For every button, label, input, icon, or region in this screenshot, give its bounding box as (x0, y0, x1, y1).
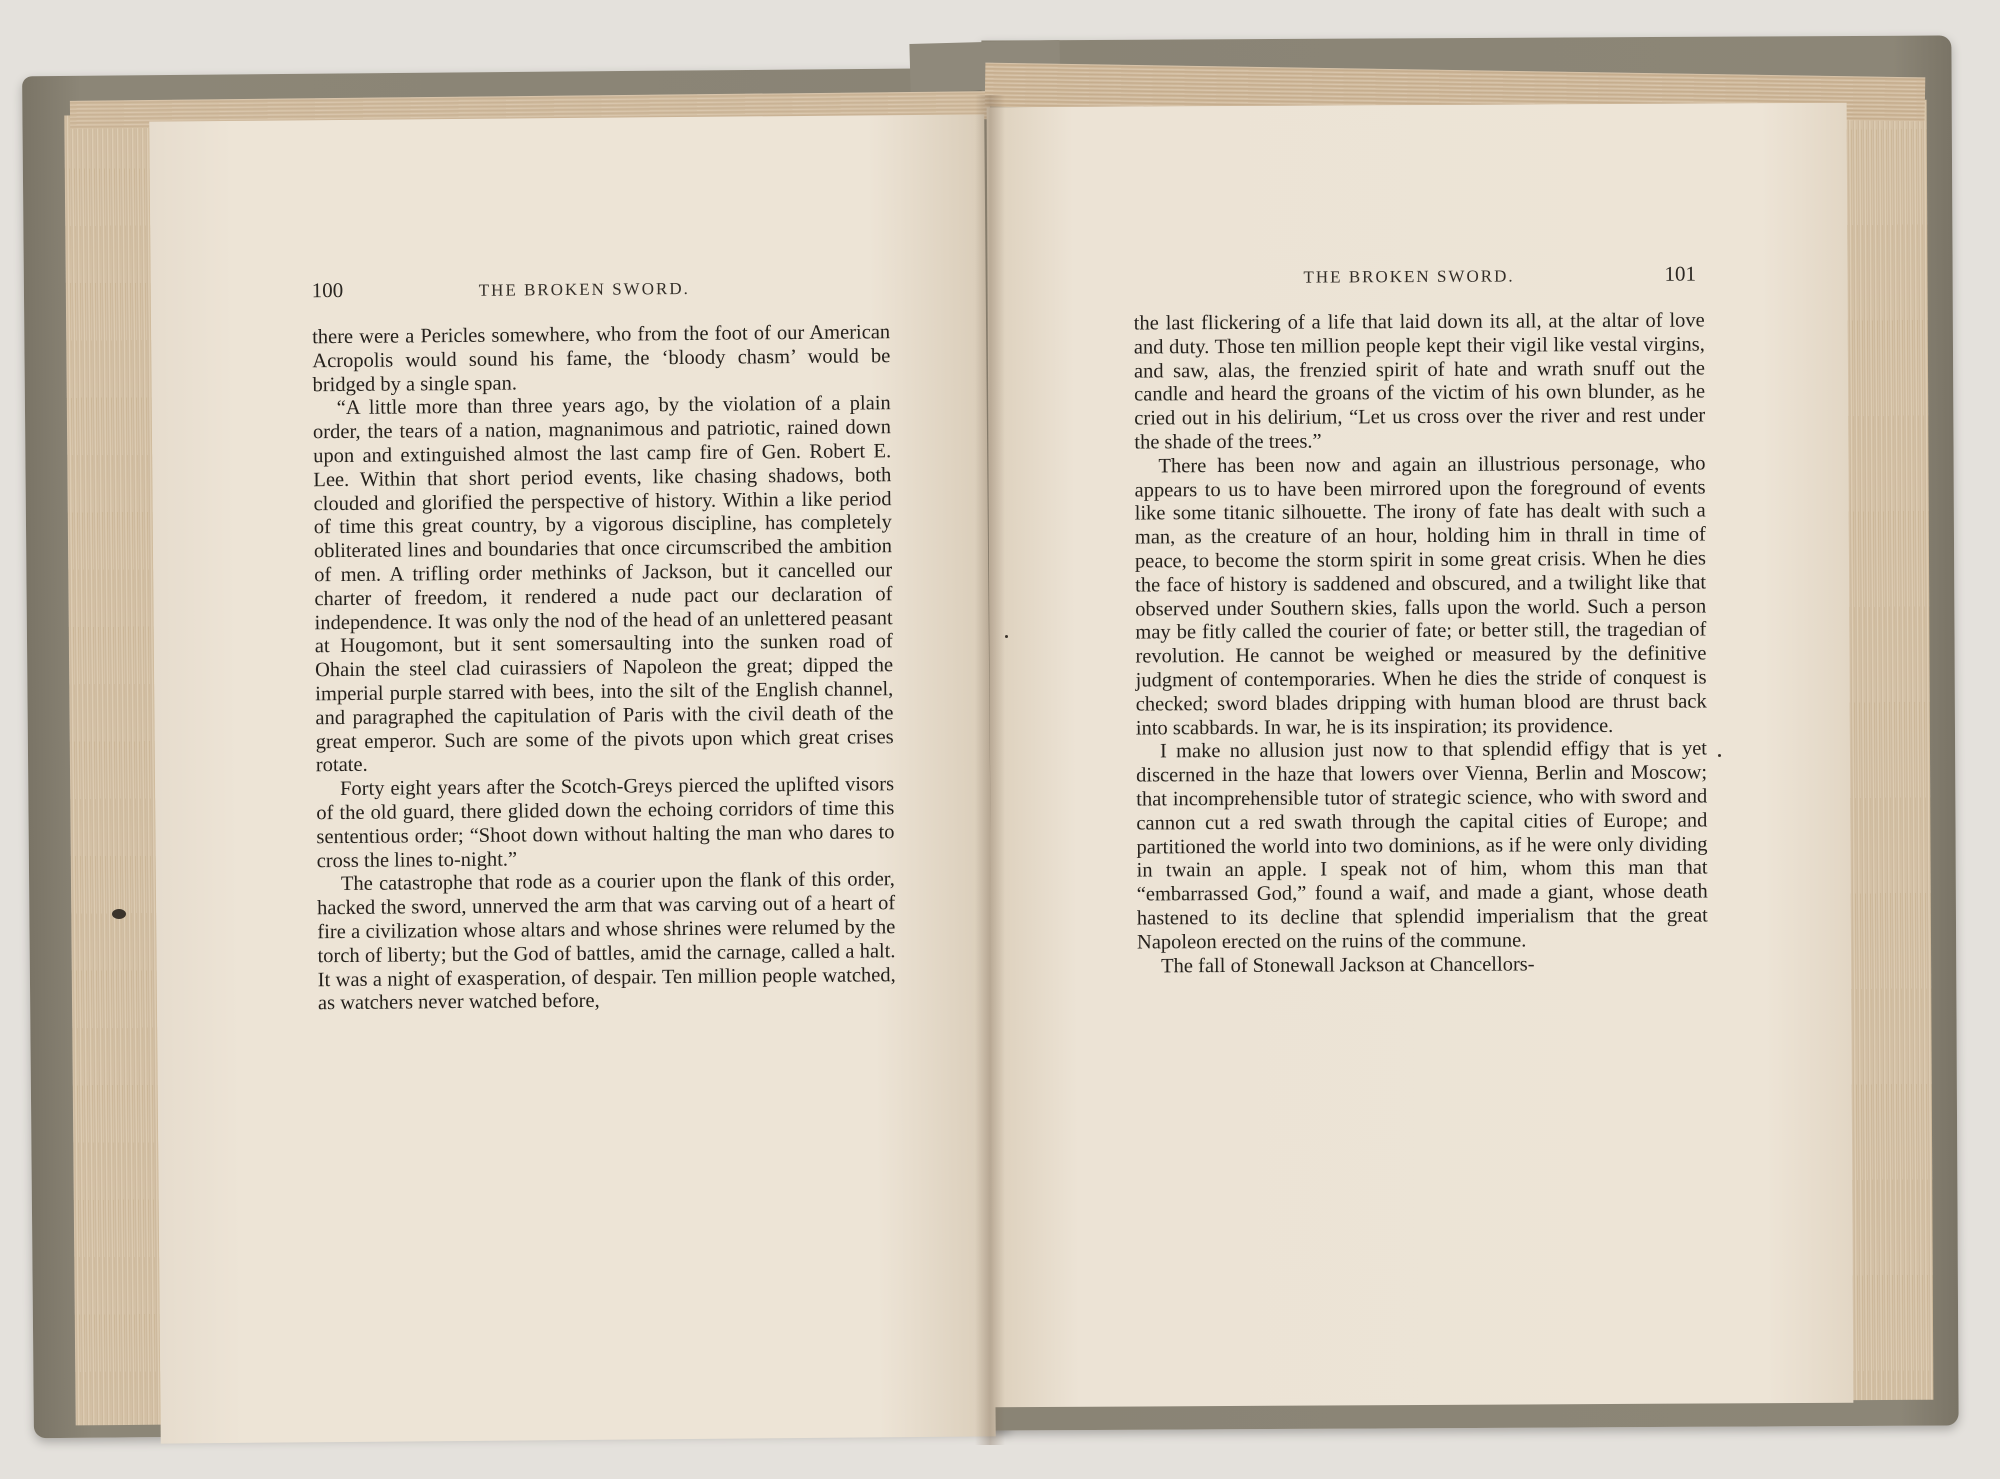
paper-speck (1005, 635, 1008, 638)
left-page-text (312, 321, 896, 1016)
left-running-head: THE BROKEN SWORD. (478, 278, 690, 300)
paragraph: the last flickering of a life that laid down its all, at the altar of love and duty. Those ten million people kept their vigil like vestal virgins, and saw, alas, the frenzied spirit of hate and wrath snuff out the candle and heard the groans of the victim of his own blunder, as he cried out in his delirium, “Let us cross over the river and rest under the shade of the trees.” (1133, 309, 1706, 454)
paragraph: Forty eight years after the Scotch-Greys pierced the uplifted visors of the old guard, there glided down the echoing corridors of time this sententious order; “Shoot down without halting the man who dares to cross the lines to-night.” (316, 773, 895, 872)
paragraph: “A little more than three years ago, by the violation of a plain order, the tears of a nation, magnanimous and patriotic, rained down upon and extinguished almost the last camp fire of Gen. Robert E. Lee. Within that short period events, like chasing shadows, both clouded and glorified the perspective of history. Within a like period of time this great country, by a vigorous discipline, has completely obliterated lines and boundaries that once circumscribed the ambition of men. A trifling order methinks of Jackson, but it cancelled our charter of freedom, it rendered a nude pact our declaration of independence. It was only the nod of the head of an unlettered peasant at Hougomont, but it sent somersaulting into the sunken road of Ohain the steel clad cuirassiers of Napoleon the great; dipped the imperial purple starred with bees, into the silt of the English channel, and paragraphed the capitulation of Paris with the civil death of the great emperor. Such are some of the pivots upon which great crises rotate. (312, 392, 894, 777)
right-page (987, 103, 1854, 1407)
left-page-number: 100 (311, 277, 344, 303)
right-page-text (1134, 310, 1708, 979)
paper-speck (1718, 754, 1721, 757)
paragraph: I make no allusion just now to that splendid effigy that is yet discerned in the haze that lowers over Vienna, Berlin and Moscow; that incomprehensible tutor of strategic science, who with sword and cannon cut a red swath through the capital cities of Europe; and partitioned the world into two dominions, as if he were only dividing in twain an apple. I speak not of him, whom this man that “embarrassed God,” found a waif, and made a giant, whose death hastened to its decline that splendid imperialism that the great Napoleon erected on the ruins of the commune. (1136, 737, 1708, 954)
paragraph: The fall of Stonewall Jackson at Chancellors- (1161, 952, 1535, 977)
right-page-number: 101 (1664, 261, 1697, 286)
paragraph: The catastrophe that rode as a courier upon the flank of this order, hacked the sword, unnerved the arm that was carving out of a heart of fire a civilization whose altars and whose shrines were relumed by the torch of liberty; but the God of battles, amid the carnage, called a halt. It was a night of exasperation, of despair. Ten million people watched, as watchers never watched before, (317, 868, 896, 1015)
right-running-head: THE BROKEN SWORD. (1303, 266, 1515, 287)
paragraph: there were a Pericles somewhere, who from the foot of our American Acropolis would sound his fame, the ‘bloody chasm’ would be bridged by a single span. (312, 321, 891, 396)
left-page (149, 114, 996, 1443)
paragraph: There has been now and again an illustrious personage, who appears to us to have been mirrored upon the foreground of events like some titanic silhouette. The irony of fate has dealt with such a man, as the creature of an hour, holding him in thrall in time of peace, to become the storm spirit in some great crisis. When he dies the face of history is saddened and obscured, and a twilight like that observed under Southern skies, falls upon the world. Such a person may be fitly called the courier of fate; or better still, the tragedian of revolution. He cannot be weighed or measured by the definitive judgment of contemporaries. When he dies the stride of conquest is checked; sword blades dripping with human blood are thrust back into scabbards. In war, he is its inspiration; its providence. (1134, 452, 1707, 740)
ink-blot (112, 909, 126, 919)
book-gutter (975, 95, 1005, 1445)
